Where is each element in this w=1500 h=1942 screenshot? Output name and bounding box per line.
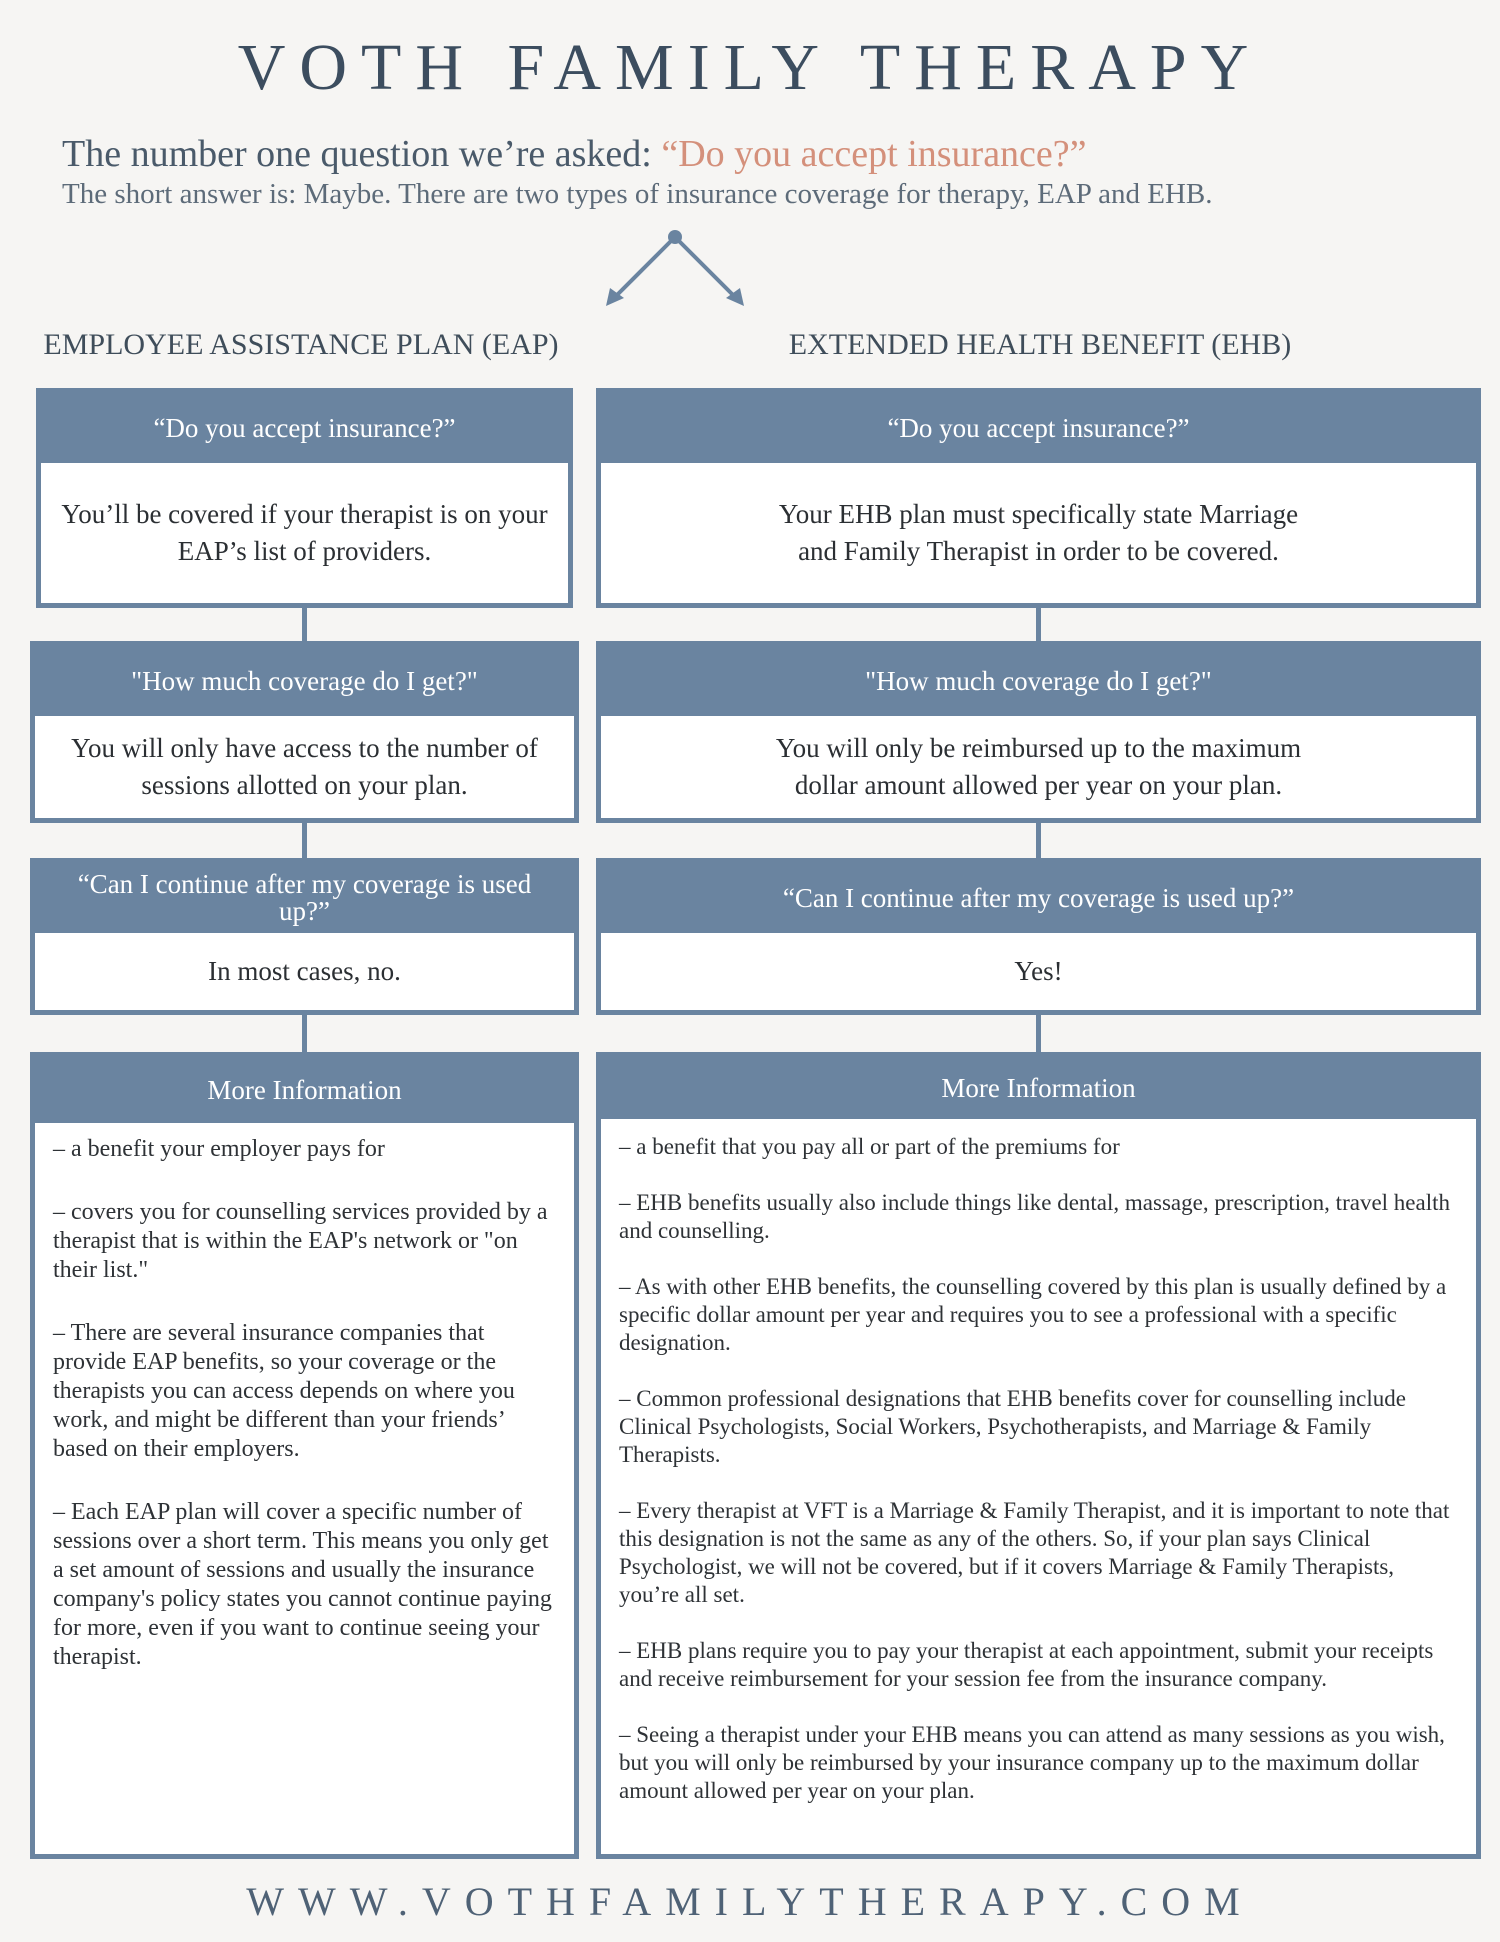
eap-more-box [30, 1052, 579, 1859]
ehb-column-title: EXTENDED HEALTH BENEFIT (EHB) [788, 328, 1292, 361]
eap-more-item: – covers you for counselling services provided by a therapist that is within the EAP's network or "on their list." [53, 1199, 548, 1283]
ehb-more-box [596, 1052, 1481, 1859]
question-prefix: The number one question we’re asked: [62, 133, 662, 175]
ehb-more-item: – Every therapist at VFT is a Marriage & Family Therapist, and it is important to note that this designation is not the same as any of the others. So, if your plan says Clinical Psychologist, we will not be covered, but if it covers Marriage & Family Therapists, you’re all set. [619, 1498, 1450, 1607]
eap-more-head: More Information [35, 1057, 574, 1123]
ehb-coverage-body: You will only be reimbursed up to the maximum dollar amount allowed per year on your plan. [775, 733, 1302, 800]
ehb-continue-body: Yes! [1014, 956, 1063, 986]
intro-question [62, 132, 1087, 176]
ehb-more-body [601, 1119, 1476, 1805]
ehb-accept-body: Your EHB plan must specifically state Marriage and Family Therapist in order to be covered. [778, 499, 1299, 566]
eap-continue-head: “Can I continue after my coverage is used up?” [35, 863, 574, 933]
eap-more-item: – There are several insurance companies that provide EAP benefits, so your coverage or the therapists you can access depends on where you work, and might be different than your friends’ based on their employers. [53, 1320, 515, 1462]
ehb-more-head: More Information [601, 1057, 1476, 1119]
ehb-more-item: – As with other EHB benefits, the counselling covered by this plan is usually defined by a specific dollar amount per year and requires you to see a professional with a specific designation. [619, 1274, 1447, 1355]
page-title: VOTH FAMILY THERAPY [237, 31, 1263, 104]
website-url: WWW.VOTHFAMILYTHERAPY.COM [246, 1879, 1254, 1924]
question-highlight: “Do you accept insurance?” [661, 133, 1087, 175]
eap-more-item: – a benefit your employer pays for [53, 1136, 385, 1162]
ehb-accept-head: “Do you accept insurance?” [601, 393, 1476, 463]
ehb-more-item: – EHB benefits usually also include things like dental, massage, prescription, travel health and counselling. [619, 1190, 1450, 1243]
eap-accept-head: “Do you accept insurance?” [41, 393, 568, 463]
ehb-continue-box [596, 858, 1481, 1015]
split-arrows-icon [600, 228, 750, 308]
eap-coverage-body: You will only have access to the number of sessions allotted on your plan. [71, 733, 538, 800]
ehb-more-item: – EHB plans require you to pay your therapist at each appointment, submit your receipts and receive reimbursement for your session fee from the insurance company. [619, 1638, 1434, 1691]
eap-connector-1 [302, 608, 307, 642]
eap-continue-body: In most cases, no. [208, 956, 401, 986]
ehb-connector-2 [1036, 823, 1041, 859]
ehb-coverage-box [596, 641, 1481, 823]
eap-accept-box [36, 388, 573, 608]
ehb-more-item: – a benefit that you pay all or part of the premiums for [619, 1134, 1120, 1159]
eap-connector-3 [302, 1015, 307, 1053]
ehb-connector-3 [1036, 1015, 1041, 1053]
ehb-continue-head: “Can I continue after my coverage is used up?” [601, 863, 1476, 933]
short-answer: The short answer is: Maybe. There are two types of insurance coverage for therapy, EAP and EHB. [62, 178, 1213, 210]
ehb-more-item: – Seeing a therapist under your EHB means you can attend as many sessions as you wish, but you will only be reimbursed by your insurance company up to the maximum dollar amount allowed per year on your plan. [619, 1722, 1445, 1803]
eap-continue-box [30, 858, 579, 1015]
eap-more-item: – Each EAP plan will cover a specific number of sessions over a short term. This means you only get a set amount of sessions and usually the insurance company's policy states you cannot continue paying for more, even if you want to continue seeing your therapist. [53, 1499, 552, 1670]
ehb-coverage-head: "How much coverage do I get?" [601, 646, 1476, 716]
ehb-accept-box [596, 388, 1481, 608]
eap-connector-2 [302, 823, 307, 859]
ehb-more-item: – Common professional designations that EHB benefits cover for counselling include Clinical Psychologists, Social Workers, Psychotherapists, and Marriage & Family Therapists. [619, 1386, 1406, 1467]
eap-accept-body: You’ll be covered if your therapist is on your EAP’s list of providers. [61, 499, 548, 566]
eap-coverage-box [30, 641, 579, 823]
eap-column-title: EMPLOYEE ASSISTANCE PLAN (EAP) [43, 328, 559, 361]
eap-more-body [35, 1123, 574, 1672]
eap-coverage-head: "How much coverage do I get?" [35, 646, 574, 716]
ehb-connector-1 [1036, 608, 1041, 642]
